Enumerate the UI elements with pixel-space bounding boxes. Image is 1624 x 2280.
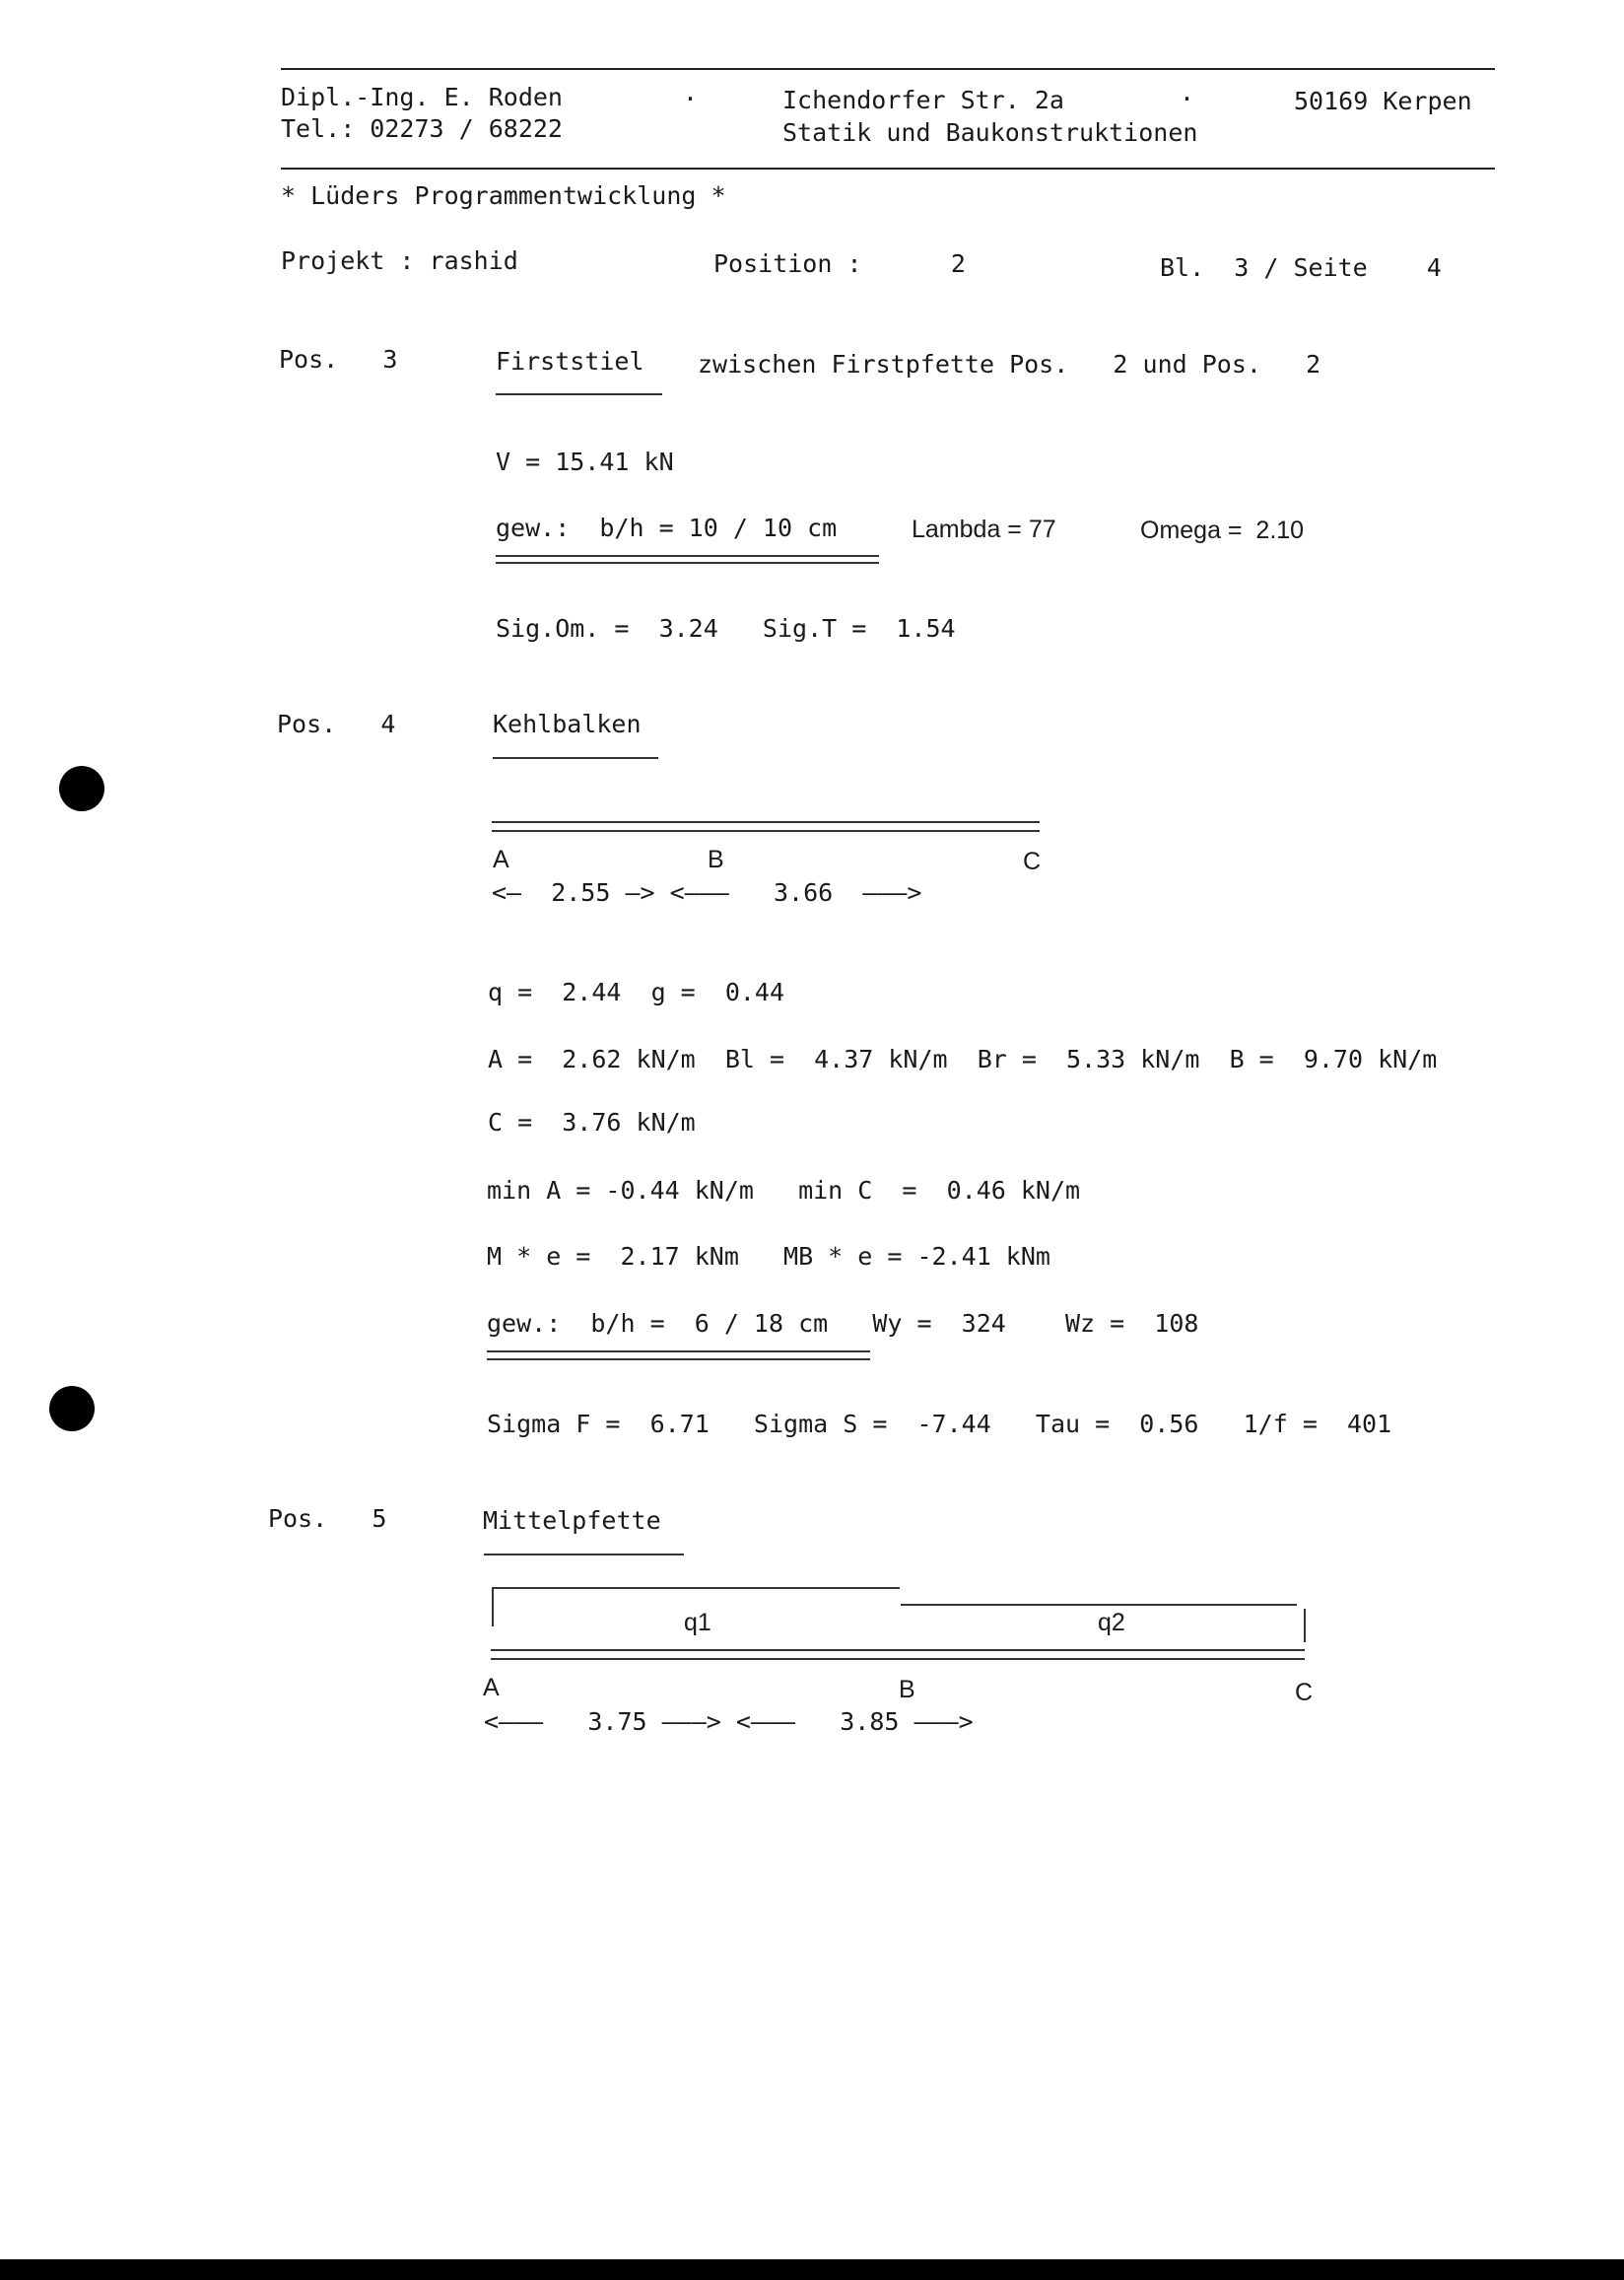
pos3-gew-double-rule-2 (496, 562, 879, 564)
pos4-loads: q = 2.44 g = 0.44 (488, 978, 785, 1006)
pos5-support-a: A (483, 1674, 500, 1701)
pos4-stress: Sigma F = 6.71 Sigma S = -7.44 Tau = 0.56 1/f = 401 (487, 1410, 1392, 1438)
header-city: 50169 Kerpen (1294, 87, 1472, 115)
header-subtitle: Statik und Baukonstruktionen (782, 118, 1198, 147)
pos3-sig: Sig.Om. = 3.24 Sig.T = 1.54 (496, 614, 956, 643)
header-street: Ichendorfer Str. 2a (782, 86, 1064, 114)
pos4-support-c: C (1023, 848, 1042, 875)
header-sep-2: · (1180, 85, 1195, 113)
project-sheet: Bl. 3 / Seite 4 (1160, 253, 1442, 282)
pos3-gew-double-rule-1 (496, 555, 879, 557)
project-label: Projekt : rashid (281, 246, 518, 275)
pos5-title: Mittelpfette (483, 1506, 661, 1535)
pos4-support-b: B (708, 846, 724, 873)
pos4-gew-double-rule-2 (487, 1358, 870, 1360)
pos4-reactions-2: C = 3.76 kN/m (488, 1108, 696, 1137)
pos3-v: V = 15.41 kN (496, 448, 674, 476)
pos3-omega: Omega = 2.10 (1140, 517, 1305, 544)
pos3-lambda: Lambda = 77 (912, 516, 1056, 543)
pos5-label: Pos. 5 (268, 1504, 387, 1533)
header-top-rule (281, 68, 1495, 70)
pos5-load-q2-top (901, 1604, 1297, 1606)
pos5-support-b: B (899, 1676, 915, 1703)
header-sep-1: · (683, 85, 699, 113)
pos4-reactions-1: A = 2.62 kN/m Bl = 4.37 kN/m Br = 5.33 kN/m B = 9.70 kN/m (488, 1045, 1438, 1073)
punch-hole-upper (59, 766, 104, 811)
pos3-title-underline (496, 393, 662, 395)
pos4-moments: M * e = 2.17 kNm MB * e = -2.41 kNm (487, 1242, 1050, 1271)
pos5-title-underline (484, 1554, 684, 1555)
pos4-gew: gew.: b/h = 6 / 18 cm Wy = 324 Wz = 108 (487, 1309, 1199, 1338)
pos4-title: Kehlbalken (493, 710, 642, 738)
pos5-beam-line-2 (491, 1658, 1305, 1660)
pos5-spans: <——— 3.75 ———> <——— 3.85 ———> (484, 1707, 974, 1736)
pos4-beam-line-2 (492, 830, 1040, 832)
pos5-q2-label: q2 (1098, 1609, 1125, 1636)
pos4-min: min A = -0.44 kN/m min C = 0.46 kN/m (487, 1176, 1081, 1205)
pos5-q1-label: q1 (684, 1609, 711, 1636)
pos4-beam-line-1 (492, 821, 1040, 823)
pos4-support-a: A (493, 846, 509, 873)
project-position: Position : 2 (713, 249, 966, 278)
scan-bottom-bar (0, 2259, 1624, 2280)
pos3-gew: gew.: b/h = 10 / 10 cm (496, 514, 838, 542)
pos3-desc: zwischen Firstpfette Pos. 2 und Pos. 2 (698, 350, 1321, 379)
pos5-beam-line-1 (491, 1649, 1305, 1651)
pos3-label: Pos. 3 (279, 345, 398, 374)
header-bottom-rule (281, 168, 1495, 170)
pos5-load-right-edge (1304, 1609, 1306, 1642)
software-line: * Lüders Programmentwicklung * (281, 181, 726, 210)
pos3-title: Firststiel (496, 347, 644, 376)
pos4-title-underline (493, 757, 658, 759)
pos5-support-c: C (1295, 1679, 1314, 1706)
punch-hole-lower (49, 1386, 95, 1431)
pos5-load-q1-top (492, 1587, 900, 1589)
pos4-spans: <— 2.55 —> <——— 3.66 ———> (492, 878, 922, 907)
pos4-gew-double-rule-1 (487, 1350, 870, 1352)
pos5-load-left-edge (492, 1587, 494, 1626)
header-name: Dipl.-Ing. E. Roden (281, 83, 563, 111)
header-tel: Tel.: 02273 / 68222 (281, 114, 563, 143)
pos4-label: Pos. 4 (277, 710, 396, 738)
